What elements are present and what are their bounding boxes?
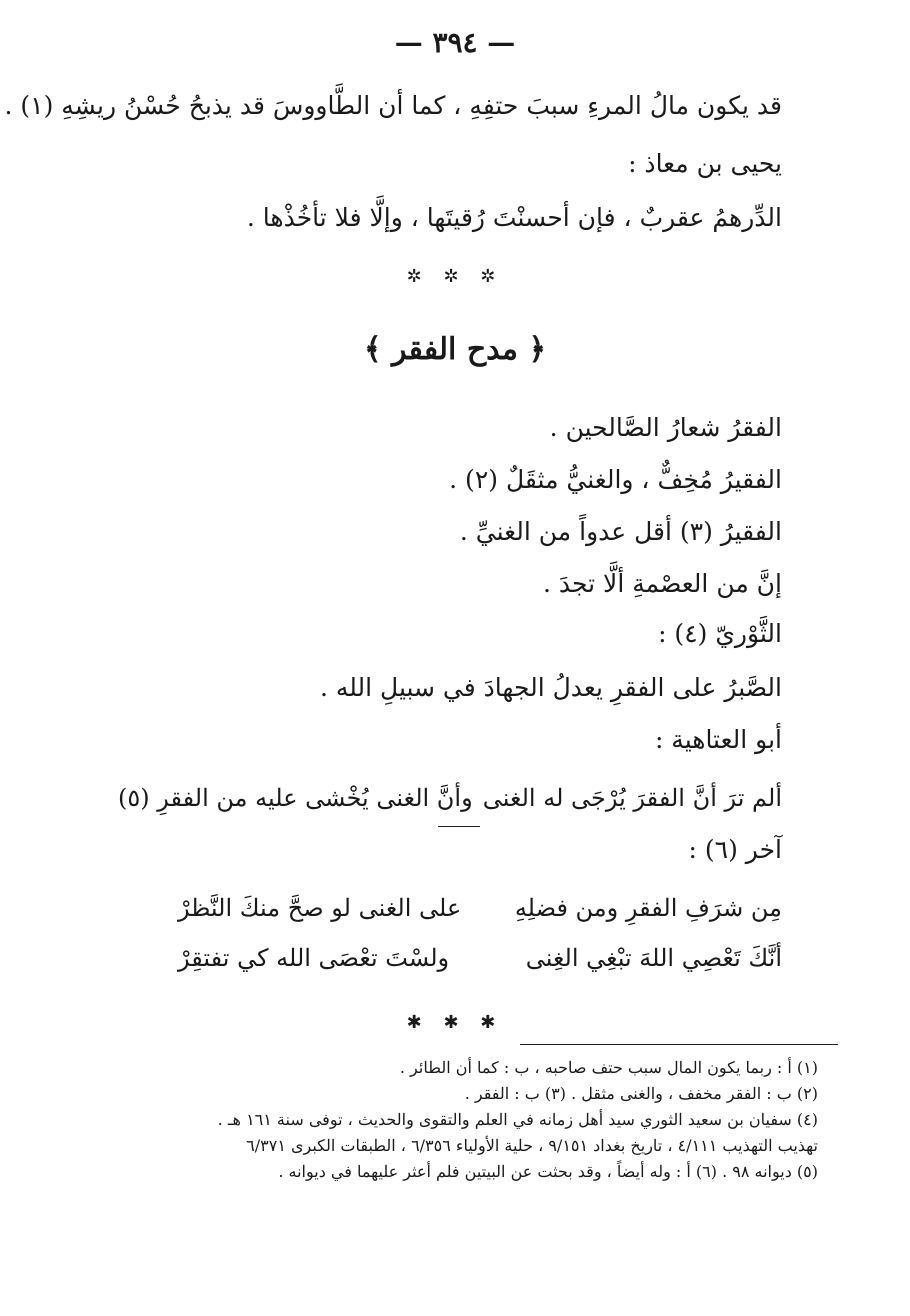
footnote: تهذيب التهذيب ٤/١١١ ، تاريخ بغداد ٩/١٥١ ، حلية الأولياء ٦/٣٥٦ ، الطبقات الكبرى ٦/٣٧١ (246, 1136, 818, 1155)
verse-first-hemistich: مِن شرَفِ الفقرِ ومن فضلِهِ (514, 894, 782, 922)
footnote: (١) أ : ربما يكون المال سبب حتف صاحبه ، ب : كما أن الطائر . (399, 1058, 818, 1077)
section-line: الفقيرُ (٣) أقل عدواً من الغنيِّ . (459, 517, 782, 546)
verse-first-hemistich: ألم ترَ أنَّ الفقرَ يُرْجَى له الغنى (482, 784, 782, 812)
section-line: الفقيرُ مُخِفٌّ ، والغنيُّ مثقَلٌ (٢) . (449, 465, 782, 494)
footnote: (٥) ديوانه ٩٨ . (٦) أ : وله أيضاً ، وقد بحثت عن البيتين فلم أعثر عليهما في ديوانه . (278, 1162, 818, 1181)
quote-line: قد يكون مالُ المرءِ سببَ حتفِهِ ، كما أن الطَّاووسَ قد يذبحُ حُسْنُ ريشِهِ (١) . (4, 91, 782, 120)
verse-first-hemistich: أنَّكَ تَعْصِي اللهَ تبْغِي الغِنى (525, 944, 782, 972)
section-separator: ✲ ✲ ✲ (406, 266, 504, 287)
speaker-label: يحيى بن معاذ : (628, 149, 782, 178)
verse-second-hemistich: ولسْتَ تعْصَى الله كي تفتقِرْ (178, 944, 450, 972)
page-number: — ٣٩٤ — (394, 26, 516, 59)
verse-second-hemistich: على الغنى لو صحَّ منكَ النَّظرْ (178, 894, 462, 922)
section-line: الفقرُ شعارُ الصَّالحين . (549, 413, 782, 442)
verse-rule (438, 826, 480, 827)
footnote: (٢) ب : الفقر مخفف ، والغنى مثقل . (٣) ب : الفقر . (464, 1084, 818, 1103)
section-separator: ✱ ✱ ✱ (406, 1012, 504, 1033)
verse-second-hemistich: وأنَّ الغنى يُخْشى عليه من الفقرِ (٥) (118, 784, 473, 812)
speaker-label: أبو العتاهية : (654, 725, 782, 754)
quote-line: الدِّرهمُ عقربٌ ، فإن أحسنْتَ رُقيتَها ، وإلَّا فلا تأخُذْها . (246, 203, 782, 232)
section-line: إنَّ من العصْمةِ ألَّا تجدَ . (543, 569, 782, 598)
footnote-rule (520, 1044, 838, 1045)
speaker-label: الثَّوْريّ (٤) : (658, 619, 782, 648)
section-line: الصَّبرُ على الفقرِ يعدلُ الجهادَ في سبيلِ الله . (319, 673, 782, 702)
footnote: (٤) سفيان بن سعيد الثوري سيد أهل زمانه في العلم والتقوى والحديث ، توفى سنة ١٦١ هـ . (217, 1110, 818, 1129)
speaker-label: آخر (٦) : (688, 835, 782, 864)
section-title: ﴿ مدح الفقر ﴾ (363, 332, 547, 367)
